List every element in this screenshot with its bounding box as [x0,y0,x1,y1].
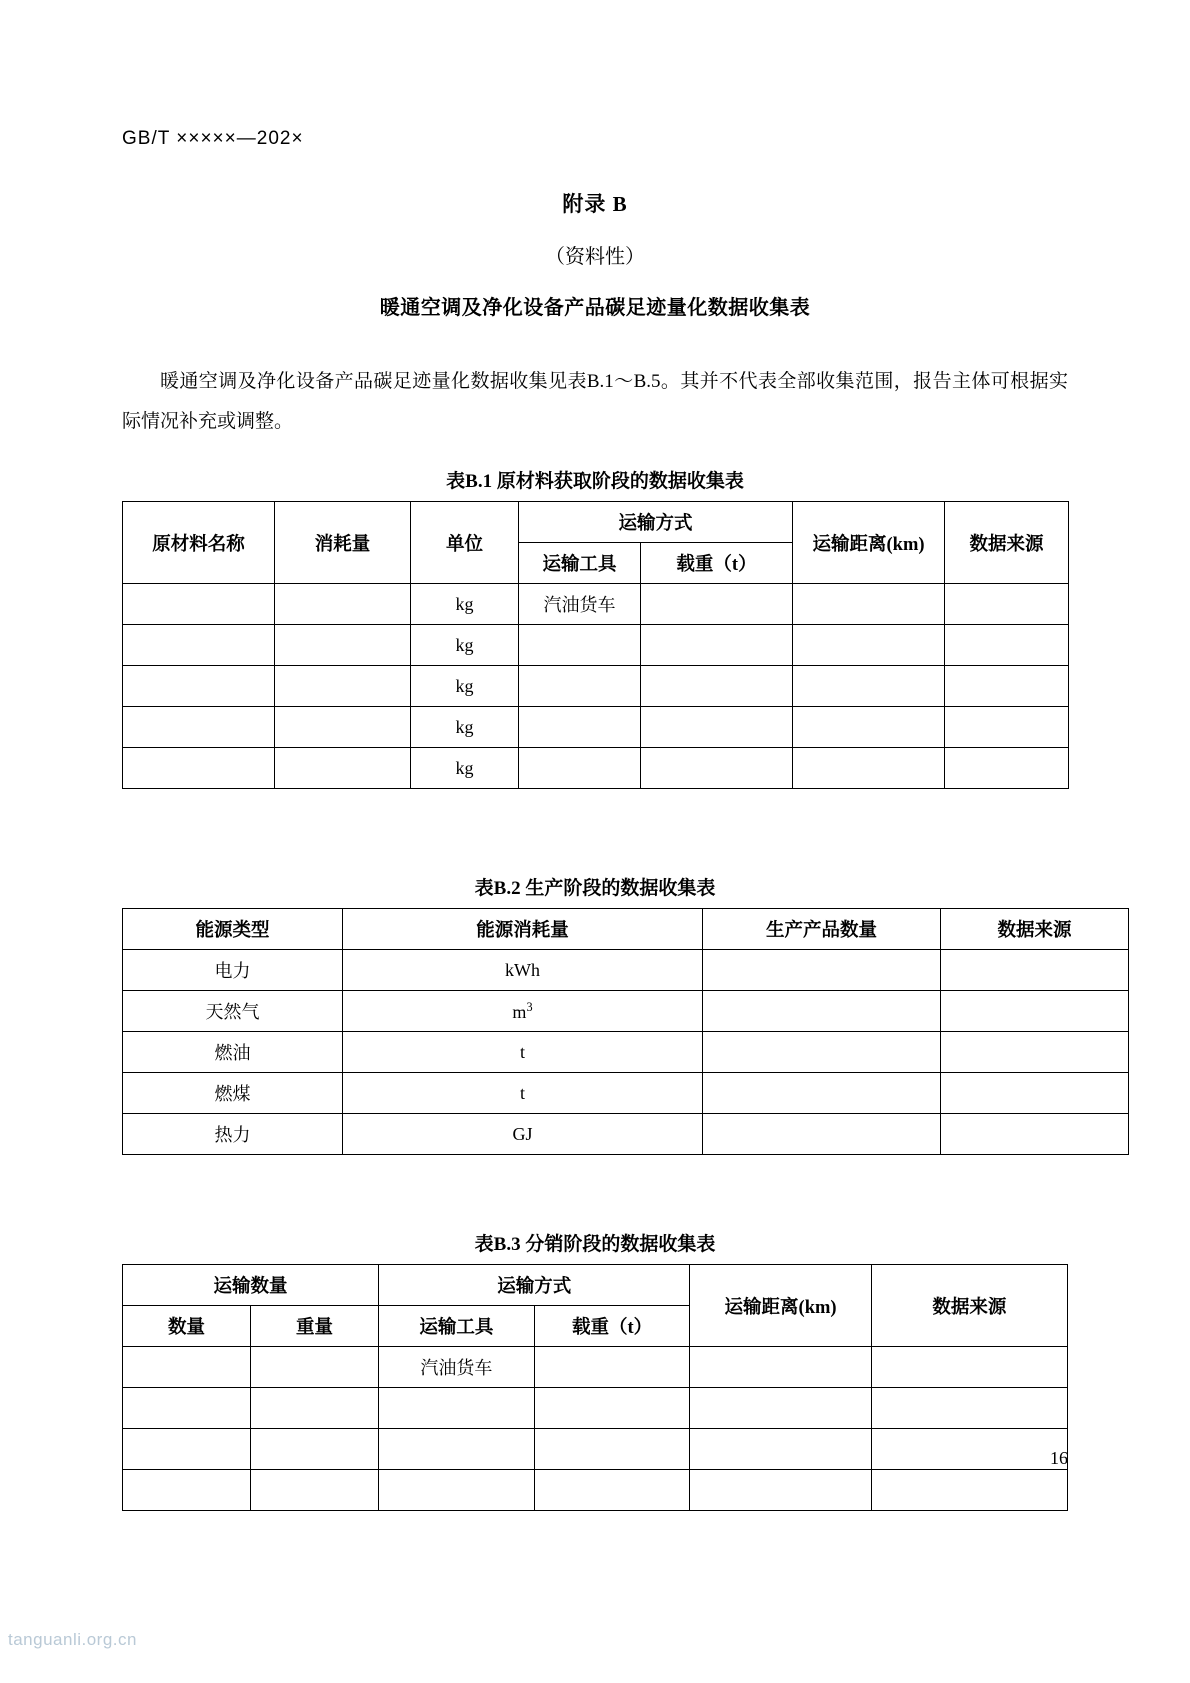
cell-quantity[interactable] [123,1470,251,1511]
cell-data-source[interactable] [871,1470,1067,1511]
cell-distance[interactable] [793,748,945,789]
spacer [122,789,1068,849]
th-transport-quantity: 运输数量 [123,1265,379,1306]
th-load: 载重（t） [641,543,793,584]
intro-paragraph: 暖通空调及净化设备产品碳足迹量化数据收集见表B.1～B.5。其并不代表全部收集范围，报告主体可根据实际情况补充或调整。 [122,371,1068,432]
table-row [123,502,1069,543]
annex-label: 附录 B [562,192,628,216]
table-row [123,1429,1068,1470]
cell-weight[interactable] [250,1388,378,1429]
cell-data-source[interactable] [941,950,1129,991]
cell-material-name[interactable] [123,748,275,789]
th-transport-mode: 运输方式 [519,502,793,543]
cell-energy-consumption[interactable] [343,991,703,1032]
page-content [122,0,1072,1511]
cell-load[interactable] [641,625,793,666]
cell-transport-tool[interactable] [378,1470,534,1511]
cell-data-source[interactable] [945,707,1069,748]
cell-energy-type: 热力 [123,1114,343,1155]
th-transport-mode: 运输方式 [378,1265,689,1306]
cell-energy-consumption[interactable] [343,1073,703,1114]
cell-transport-tool[interactable]: 汽油货车 [378,1347,534,1388]
cell-energy-consumption[interactable] [343,1032,703,1073]
th-data-source: 数据来源 [871,1265,1067,1347]
cell-data-source[interactable] [945,584,1069,625]
cell-data-source[interactable] [945,625,1069,666]
cell-transport-tool[interactable] [519,625,641,666]
th-material-name: 原材料名称 [123,502,275,584]
cell-unit: kg [411,666,519,707]
th-transport-tool: 运输工具 [519,543,641,584]
unit-label: kWh [505,959,540,980]
cell-consumption[interactable] [275,707,411,748]
table-row [123,909,1129,950]
cell-distance[interactable] [793,584,945,625]
cell-energy-type: 燃煤 [123,1073,343,1114]
cell-consumption[interactable] [275,666,411,707]
cell-load[interactable] [641,584,793,625]
table-row [123,1470,1068,1511]
cell-quantity[interactable] [123,1347,251,1388]
cell-distance[interactable] [690,1388,871,1429]
cell-transport-tool[interactable]: 汽油货车 [519,584,641,625]
cell-data-source[interactable] [941,1032,1129,1073]
th-weight: 重量 [250,1306,378,1347]
table-b2 [122,908,1129,1155]
table-row [123,1388,1068,1429]
table-row [123,1265,1068,1306]
cell-product-output[interactable] [703,1032,941,1073]
th-unit: 单位 [411,502,519,584]
cell-load[interactable] [641,748,793,789]
site-watermark: tanguanli.org.cn [8,1630,137,1649]
cell-data-source[interactable] [941,1114,1129,1155]
cell-transport-tool[interactable] [519,707,641,748]
cell-consumption[interactable] [275,625,411,666]
th-distance: 运输距离(km) [793,502,945,584]
th-energy-type: 能源类型 [123,909,343,950]
cell-unit: kg [411,625,519,666]
th-product-output: 生产产品数量 [703,909,941,950]
unit-label: GJ [512,1123,533,1144]
unit-label: m [512,1001,527,1022]
cell-data-source[interactable] [941,1073,1129,1114]
cell-distance[interactable] [690,1429,871,1470]
cell-transport-tool[interactable] [378,1388,534,1429]
annex-type: （资料性） [545,246,645,268]
cell-weight[interactable] [250,1429,378,1470]
cell-energy-type: 电力 [123,950,343,991]
unit-exponent: 3 [526,999,533,1014]
cell-transport-tool[interactable] [519,748,641,789]
cell-data-source[interactable] [945,748,1069,789]
th-data-source: 数据来源 [941,909,1129,950]
table-row [123,666,1069,707]
cell-unit: kg [411,748,519,789]
th-transport-tool: 运输工具 [378,1306,534,1347]
cell-material-name[interactable] [123,666,275,707]
cell-unit: kg [411,707,519,748]
page-number: 16 [1050,1448,1068,1468]
cell-transport-tool[interactable] [519,666,641,707]
cell-load[interactable] [534,1470,690,1511]
cell-weight[interactable] [250,1470,378,1511]
cell-data-source[interactable] [871,1429,1067,1470]
cell-material-name[interactable] [123,584,275,625]
cell-product-output[interactable] [703,1114,941,1155]
cell-distance[interactable] [793,666,945,707]
annex-title-block [122,188,1068,320]
table-row [123,950,1129,991]
unit-label: t [519,1041,525,1062]
th-distance: 运输距离(km) [690,1265,871,1347]
cell-distance[interactable] [690,1470,871,1511]
cell-energy-consumption[interactable] [343,950,703,991]
table-b2-caption: 表B.2 生产阶段的数据收集表 [474,878,716,899]
table-b1-caption: 表B.1 原材料获取阶段的数据收集表 [446,471,744,492]
cell-data-source[interactable] [941,991,1129,1032]
cell-distance[interactable] [690,1347,871,1388]
table-b3 [122,1264,1068,1511]
cell-consumption[interactable] [275,748,411,789]
table-row [123,584,1069,625]
table-b3-caption: 表B.3 分销阶段的数据收集表 [474,1234,716,1255]
cell-material-name[interactable] [123,707,275,748]
table-row [123,1347,1068,1388]
cell-product-output[interactable] [703,991,941,1032]
table-row [123,707,1069,748]
cell-unit: kg [411,584,519,625]
th-quantity: 数量 [123,1306,251,1347]
cell-distance[interactable] [793,707,945,748]
cell-load[interactable] [641,707,793,748]
cell-data-source[interactable] [945,666,1069,707]
table-row [123,1114,1129,1155]
cell-data-source[interactable] [871,1347,1067,1388]
annex-title: 暖通空调及净化设备产品碳足迹量化数据收集表 [379,297,811,319]
cell-transport-tool[interactable] [378,1429,534,1470]
cell-product-output[interactable] [703,950,941,991]
cell-quantity[interactable] [123,1429,251,1470]
cell-energy-type: 燃油 [123,1032,343,1073]
cell-load[interactable] [641,666,793,707]
table-row [123,1073,1129,1114]
th-consumption: 消耗量 [275,502,411,584]
table-row [123,1032,1129,1073]
table-row [123,625,1069,666]
cell-energy-consumption[interactable] [343,1114,703,1155]
th-data-source: 数据来源 [945,502,1069,584]
table-row [123,991,1129,1032]
unit-label: t [519,1082,525,1103]
cell-load[interactable] [534,1429,690,1470]
cell-material-name[interactable] [123,625,275,666]
table-row [123,748,1069,789]
table-b1 [122,501,1069,789]
standard-code-header: GB/T ×××××—202× [122,128,304,149]
cell-energy-type: 天然气 [123,991,343,1032]
cell-load[interactable] [534,1347,690,1388]
th-load: 载重（t） [534,1306,690,1347]
cell-consumption[interactable] [275,584,411,625]
cell-product-output[interactable] [703,1073,941,1114]
cell-data-source[interactable] [871,1388,1067,1429]
cell-quantity[interactable] [123,1388,251,1429]
spacer [122,1155,1068,1205]
cell-distance[interactable] [793,625,945,666]
cell-weight[interactable] [250,1347,378,1388]
cell-load[interactable] [534,1388,690,1429]
th-energy-consumption: 能源消耗量 [343,909,703,950]
